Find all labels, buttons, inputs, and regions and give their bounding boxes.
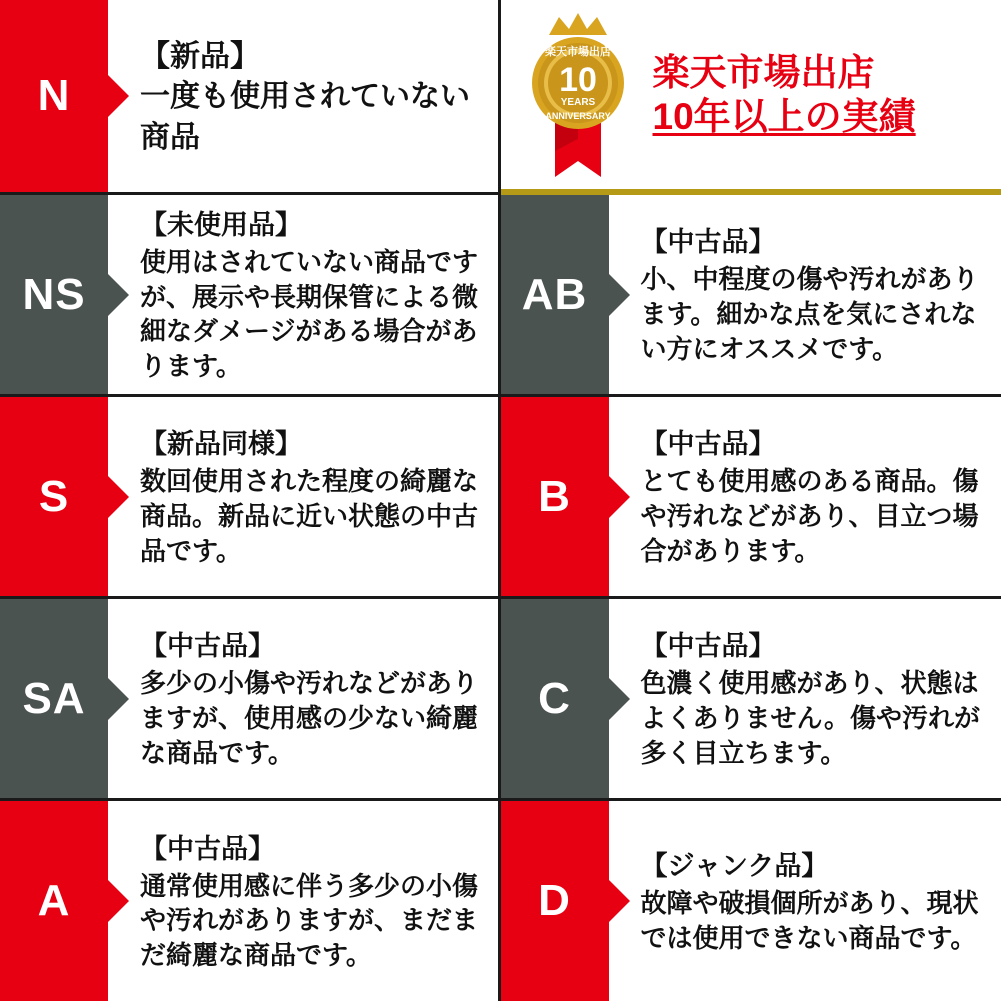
promo-banner xyxy=(501,0,1001,195)
grade-cell-ns xyxy=(0,195,501,397)
grade-badge-b xyxy=(501,397,609,596)
grade-code-sa: SA xyxy=(22,673,86,723)
grade-code-a: A xyxy=(37,876,71,925)
grade-body-ns: 使用はされていない商品ですが、展示や長期保管による微細なダメージがある場合があります。 xyxy=(140,246,479,382)
promo-line-1: 楽天市場出店 xyxy=(652,51,875,93)
grade-code-ab: AB xyxy=(521,269,588,319)
grade-cell-a xyxy=(0,801,501,1001)
grade-body-sa: 多少の小傷や汚れなどがありますが、使用感の少ない綺麗な商品です。 xyxy=(140,668,479,768)
grade-description-sa xyxy=(108,599,498,798)
grade-title-b: 【中古品】 xyxy=(640,429,776,460)
grade-title-sa: 【中古品】 xyxy=(140,631,275,662)
grade-title-ab: 【中古品】 xyxy=(640,227,776,258)
grade-badge-ns xyxy=(0,195,108,394)
grade-description-n xyxy=(108,0,498,192)
grade-title-c: 【中古品】 xyxy=(640,631,776,662)
grade-description-c xyxy=(609,599,1001,798)
grade-code-ns: NS xyxy=(22,269,86,319)
grade-cell-s xyxy=(0,397,501,599)
grade-badge-c xyxy=(501,599,609,798)
grade-description-ns xyxy=(108,195,498,394)
grade-cell-d xyxy=(501,801,1001,1001)
grade-title-s: 【新品同様】 xyxy=(140,429,302,460)
grade-body-s: 数回使用された程度の綺麗な商品。新品に近い状態の中古品です。 xyxy=(140,466,479,566)
grade-badge-sa xyxy=(0,599,108,798)
grade-cell-n xyxy=(0,0,501,195)
grade-cell-c xyxy=(501,599,1001,801)
grade-cell-b xyxy=(501,397,1001,599)
grade-code-c: C xyxy=(538,673,571,723)
grade-body-b: とても使用感のある商品。傷や汚れなどがあり、目立つ場合があります。 xyxy=(640,466,979,566)
grade-description-s xyxy=(108,397,498,596)
grade-badge-s xyxy=(0,397,108,596)
grade-title-ns: 【未使用品】 xyxy=(140,209,302,240)
grade-body-ab: 小、中程度の傷や汚れがあります。細かな点を気にされない方にオススメです。 xyxy=(640,264,979,364)
grade-code-b: B xyxy=(538,471,571,521)
promo-text xyxy=(653,51,916,138)
svg-text:楽天市場出店: 楽天市場出店 xyxy=(544,45,611,58)
medal-ribbon-icon xyxy=(519,11,637,179)
grade-code-d: D xyxy=(538,876,571,925)
grade-code-s: S xyxy=(38,471,70,521)
svg-text:ANNIVERSARY: ANNIVERSARY xyxy=(544,110,611,121)
grade-body-d: 故障や破損個所があり、現状では使用できない商品です。 xyxy=(640,888,979,953)
grade-badge-ab xyxy=(501,195,609,394)
grade-title-n: 【新品】 xyxy=(140,39,260,73)
grade-description-ab xyxy=(609,195,1001,394)
svg-text:10: 10 xyxy=(558,60,597,99)
grade-title-a: 【中古品】 xyxy=(140,833,275,864)
grade-badge-d xyxy=(501,801,609,1001)
grade-body-n: 一度も使用されていない商品 xyxy=(140,80,470,154)
grade-code-n: N xyxy=(37,71,71,120)
svg-text:YEARS: YEARS xyxy=(560,96,595,108)
grade-badge-n xyxy=(0,0,108,192)
grade-description-d xyxy=(609,801,1001,1001)
grade-body-a: 通常使用感に伴う多少の小傷や汚れがありますが、まだまだ綺麗な商品です。 xyxy=(140,870,479,971)
grade-title-d: 【ジャンク品】 xyxy=(640,851,829,882)
grade-body-c: 色濃く使用感があり、状態はよくありません。傷や汚れが多く目立ちます。 xyxy=(640,668,981,768)
grade-cell-sa xyxy=(0,599,501,801)
grade-description-b xyxy=(609,397,1001,596)
grade-badge-a xyxy=(0,801,108,1001)
grade-description-a xyxy=(108,801,498,1001)
promo-line-2: 10年以上の実績 xyxy=(652,95,916,137)
grade-cell-ab xyxy=(501,195,1001,397)
